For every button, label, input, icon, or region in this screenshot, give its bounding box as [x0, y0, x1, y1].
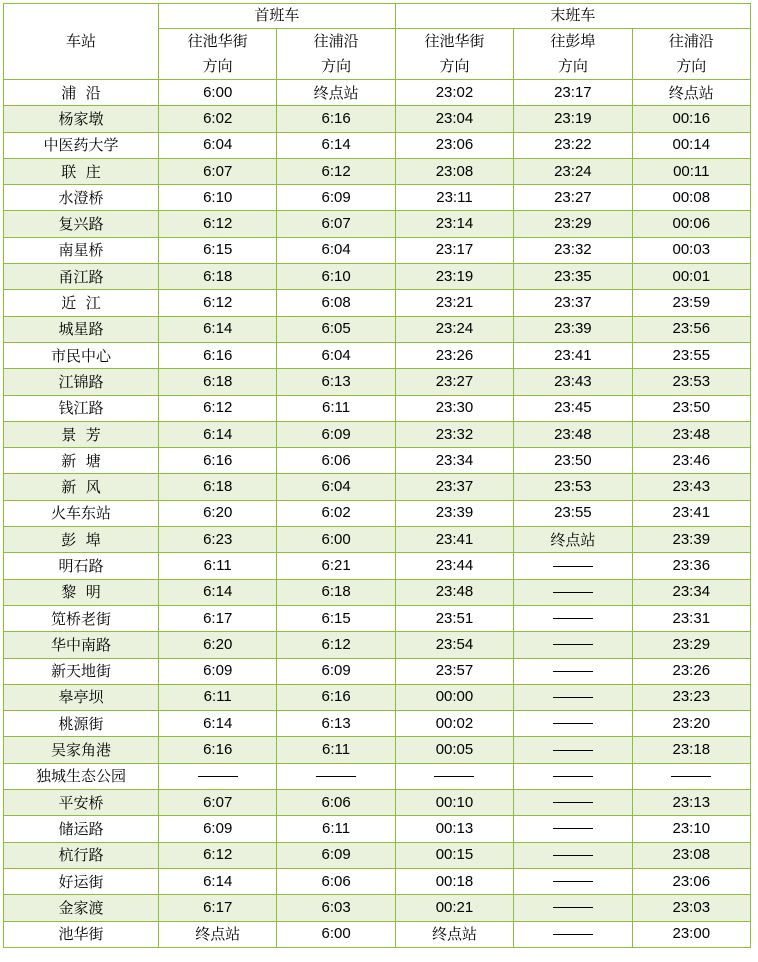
- time-cell: 23:02: [395, 80, 513, 106]
- no-service-dash: [553, 828, 593, 829]
- no-service-cell: [514, 553, 632, 579]
- time-cell: 6:07: [277, 211, 395, 237]
- table-row: [4, 316, 751, 342]
- station-name: 近 江: [4, 290, 159, 316]
- timetable: [3, 3, 751, 948]
- time-cell: 00:08: [632, 185, 750, 211]
- station-name: 杭行路: [4, 842, 159, 868]
- table-row: [4, 237, 751, 263]
- time-cell: 00:01: [632, 264, 750, 290]
- time-cell: 23:55: [632, 342, 750, 368]
- table-row: [4, 763, 751, 789]
- time-cell: 6:12: [159, 395, 277, 421]
- time-cell: 23:13: [632, 790, 750, 816]
- time-cell: 终点站: [632, 80, 750, 106]
- no-service-dash: [434, 776, 474, 777]
- time-cell: 23:35: [514, 264, 632, 290]
- time-cell: 6:04: [277, 474, 395, 500]
- time-cell: 6:12: [159, 290, 277, 316]
- table-row: [4, 106, 751, 132]
- time-cell: 23:24: [395, 316, 513, 342]
- time-cell: 6:09: [159, 658, 277, 684]
- time-cell: 00:02: [395, 711, 513, 737]
- time-cell: 6:10: [159, 185, 277, 211]
- time-cell: 6:13: [277, 369, 395, 395]
- table-row: [4, 211, 751, 237]
- station-name: 华中南路: [4, 632, 159, 658]
- time-cell: 00:16: [632, 106, 750, 132]
- no-service-dash: [553, 566, 593, 567]
- table-row: [4, 737, 751, 763]
- station-name: 水澄桥: [4, 185, 159, 211]
- station-name: 联 庄: [4, 158, 159, 184]
- time-cell: 23:20: [632, 711, 750, 737]
- no-service-cell: [514, 816, 632, 842]
- station-name: 皋亭坝: [4, 684, 159, 710]
- time-cell: 23:50: [514, 448, 632, 474]
- table-row: [4, 684, 751, 710]
- time-cell: 6:11: [277, 395, 395, 421]
- time-cell: 6:16: [159, 448, 277, 474]
- table-row: [4, 868, 751, 894]
- time-cell: 6:09: [277, 842, 395, 868]
- time-cell: 6:09: [159, 816, 277, 842]
- table-row: [4, 264, 751, 290]
- time-cell: 23:19: [395, 264, 513, 290]
- station-name: 江锦路: [4, 369, 159, 395]
- time-cell: 23:24: [514, 158, 632, 184]
- station-name: 独城生态公园: [4, 763, 159, 789]
- station-name: 吴家角港: [4, 737, 159, 763]
- station-name: 黎 明: [4, 579, 159, 605]
- no-service-cell: [632, 763, 750, 789]
- no-service-dash: [553, 881, 593, 882]
- no-service-dash: [316, 776, 356, 777]
- direction-header: [277, 29, 395, 80]
- time-cell: 23:45: [514, 395, 632, 421]
- time-cell: 23:10: [632, 816, 750, 842]
- no-service-dash: [198, 776, 238, 777]
- time-cell: 23:03: [632, 895, 750, 921]
- table-row: [4, 711, 751, 737]
- time-cell: 23:22: [514, 132, 632, 158]
- time-cell: 6:06: [277, 790, 395, 816]
- station-name: 桃源街: [4, 711, 159, 737]
- station-name: 市民中心: [4, 342, 159, 368]
- no-service-dash: [553, 592, 593, 593]
- station-name: 新天地街: [4, 658, 159, 684]
- time-cell: 23:54: [395, 632, 513, 658]
- table-row: [4, 369, 751, 395]
- time-cell: 23:06: [395, 132, 513, 158]
- time-cell: 6:04: [277, 342, 395, 368]
- no-service-cell: [277, 763, 395, 789]
- time-cell: 23:18: [632, 737, 750, 763]
- table-row: [4, 448, 751, 474]
- time-cell: 6:15: [159, 237, 277, 263]
- station-name: 储运路: [4, 816, 159, 842]
- no-service-cell: [514, 658, 632, 684]
- time-cell: 23:51: [395, 605, 513, 631]
- time-cell: 6:14: [159, 421, 277, 447]
- station-name: 好运街: [4, 868, 159, 894]
- timetable-body: [4, 80, 751, 948]
- no-service-dash: [553, 671, 593, 672]
- time-cell: 6:13: [277, 711, 395, 737]
- time-cell: 23:26: [632, 658, 750, 684]
- time-cell: 23:46: [632, 448, 750, 474]
- direction-label: 往池华街方向: [187, 33, 248, 75]
- time-cell: 00:14: [632, 132, 750, 158]
- time-cell: 23:08: [395, 158, 513, 184]
- table-row: [4, 342, 751, 368]
- station-name: 城星路: [4, 316, 159, 342]
- time-cell: 23:36: [632, 553, 750, 579]
- station-name: 新 塘: [4, 448, 159, 474]
- station-name: 景 芳: [4, 421, 159, 447]
- time-cell: 00:10: [395, 790, 513, 816]
- time-cell: 6:14: [159, 316, 277, 342]
- station-name: 甬江路: [4, 264, 159, 290]
- time-cell: 23:19: [514, 106, 632, 132]
- time-cell: 23:41: [632, 500, 750, 526]
- time-cell: 23:55: [514, 500, 632, 526]
- time-cell: 6:14: [159, 868, 277, 894]
- time-cell: 23:59: [632, 290, 750, 316]
- time-cell: 00:18: [395, 868, 513, 894]
- time-cell: 23:44: [395, 553, 513, 579]
- table-row: [4, 605, 751, 631]
- no-service-cell: [395, 763, 513, 789]
- table-row: [4, 185, 751, 211]
- time-cell: 00:21: [395, 895, 513, 921]
- station-name: 金家渡: [4, 895, 159, 921]
- table-row: [4, 553, 751, 579]
- station-name: 中医药大学: [4, 132, 159, 158]
- time-cell: 23:41: [395, 527, 513, 553]
- time-cell: 23:53: [632, 369, 750, 395]
- time-cell: 6:18: [159, 264, 277, 290]
- time-cell: 终点站: [395, 921, 513, 947]
- time-cell: 6:11: [159, 684, 277, 710]
- time-cell: 6:11: [277, 737, 395, 763]
- no-service-cell: [514, 737, 632, 763]
- no-service-cell: [514, 842, 632, 868]
- first-train-header: 首班车: [159, 4, 396, 29]
- time-cell: 6:00: [277, 921, 395, 947]
- time-cell: 23:56: [632, 316, 750, 342]
- time-cell: 6:02: [277, 500, 395, 526]
- time-cell: 23:27: [395, 369, 513, 395]
- time-cell: 23:31: [632, 605, 750, 631]
- table-row: [4, 290, 751, 316]
- station-name: 南星桥: [4, 237, 159, 263]
- table-row: [4, 790, 751, 816]
- time-cell: 6:12: [159, 211, 277, 237]
- time-cell: 23:17: [514, 80, 632, 106]
- time-cell: 6:07: [159, 790, 277, 816]
- time-cell: 6:20: [159, 632, 277, 658]
- time-cell: 6:04: [159, 132, 277, 158]
- table-row: [4, 658, 751, 684]
- no-service-dash: [553, 934, 593, 935]
- no-service-cell: [159, 763, 277, 789]
- time-cell: 6:03: [277, 895, 395, 921]
- no-service-dash: [671, 776, 711, 777]
- time-cell: 23:43: [514, 369, 632, 395]
- time-cell: 23:39: [514, 316, 632, 342]
- time-cell: 23:48: [395, 579, 513, 605]
- direction-header: [395, 29, 513, 80]
- time-cell: 6:07: [159, 158, 277, 184]
- direction-header: [632, 29, 750, 80]
- time-cell: 00:13: [395, 816, 513, 842]
- no-service-cell: [514, 895, 632, 921]
- time-cell: 23:39: [632, 527, 750, 553]
- time-cell: 终点站: [277, 80, 395, 106]
- no-service-dash: [553, 802, 593, 803]
- time-cell: 00:06: [632, 211, 750, 237]
- time-cell: 6:16: [277, 684, 395, 710]
- table-row: [4, 421, 751, 447]
- time-cell: 6:09: [277, 658, 395, 684]
- time-cell: 23:34: [395, 448, 513, 474]
- table-row: [4, 158, 751, 184]
- table-row: [4, 921, 751, 947]
- station-name: 复兴路: [4, 211, 159, 237]
- no-service-dash: [553, 618, 593, 619]
- last-train-header: 末班车: [395, 4, 750, 29]
- time-cell: 6:14: [159, 579, 277, 605]
- time-cell: 23:48: [632, 421, 750, 447]
- no-service-dash: [553, 644, 593, 645]
- table-row: [4, 527, 751, 553]
- time-cell: 23:41: [514, 342, 632, 368]
- table-row: [4, 132, 751, 158]
- station-name: 新 风: [4, 474, 159, 500]
- time-cell: 23:43: [632, 474, 750, 500]
- no-service-cell: [514, 921, 632, 947]
- time-cell: 23:17: [395, 237, 513, 263]
- time-cell: 23:08: [632, 842, 750, 868]
- station-name: 笕桥老街: [4, 605, 159, 631]
- time-cell: 23:50: [632, 395, 750, 421]
- time-cell: 23:39: [395, 500, 513, 526]
- time-cell: 23:00: [632, 921, 750, 947]
- no-service-dash: [553, 750, 593, 751]
- time-cell: 23:11: [395, 185, 513, 211]
- time-cell: 6:10: [277, 264, 395, 290]
- time-cell: 23:29: [632, 632, 750, 658]
- time-cell: 6:16: [159, 737, 277, 763]
- time-cell: 23:27: [514, 185, 632, 211]
- direction-header: [159, 29, 277, 80]
- no-service-cell: [514, 632, 632, 658]
- no-service-cell: [514, 605, 632, 631]
- time-cell: 终点站: [514, 527, 632, 553]
- time-cell: 6:00: [277, 527, 395, 553]
- time-cell: 23:32: [395, 421, 513, 447]
- no-service-cell: [514, 868, 632, 894]
- table-row: [4, 579, 751, 605]
- time-cell: 23:30: [395, 395, 513, 421]
- time-cell: 23:06: [632, 868, 750, 894]
- time-cell: 6:17: [159, 895, 277, 921]
- time-cell: 00:03: [632, 237, 750, 263]
- no-service-cell: [514, 579, 632, 605]
- no-service-dash: [553, 697, 593, 698]
- time-cell: 23:32: [514, 237, 632, 263]
- time-cell: 6:12: [277, 632, 395, 658]
- time-cell: 23:57: [395, 658, 513, 684]
- no-service-dash: [553, 723, 593, 724]
- station-name: 火车东站: [4, 500, 159, 526]
- time-cell: 23:29: [514, 211, 632, 237]
- station-name: 明石路: [4, 553, 159, 579]
- no-service-cell: [514, 711, 632, 737]
- time-cell: 6:06: [277, 448, 395, 474]
- time-cell: 6:17: [159, 605, 277, 631]
- time-cell: 6:18: [159, 474, 277, 500]
- direction-label: 往池华街方向: [424, 33, 485, 75]
- time-cell: 23:23: [632, 684, 750, 710]
- time-cell: 6:12: [159, 842, 277, 868]
- table-row: [4, 816, 751, 842]
- time-cell: 6:09: [277, 185, 395, 211]
- station-name: 平安桥: [4, 790, 159, 816]
- no-service-dash: [553, 776, 593, 777]
- time-cell: 6:12: [277, 158, 395, 184]
- time-cell: 6:20: [159, 500, 277, 526]
- table-row: [4, 632, 751, 658]
- time-cell: 6:23: [159, 527, 277, 553]
- time-cell: 00:05: [395, 737, 513, 763]
- time-cell: 23:53: [514, 474, 632, 500]
- direction-header: [514, 29, 632, 80]
- table-row: [4, 474, 751, 500]
- no-service-dash: [553, 907, 593, 908]
- time-cell: 23:48: [514, 421, 632, 447]
- time-cell: 6:05: [277, 316, 395, 342]
- time-cell: 23:26: [395, 342, 513, 368]
- time-cell: 6:21: [277, 553, 395, 579]
- direction-label: 往彭埠方向: [550, 33, 596, 75]
- station-name: 杨家墩: [4, 106, 159, 132]
- table-row: [4, 395, 751, 421]
- no-service-cell: [514, 790, 632, 816]
- time-cell: 23:04: [395, 106, 513, 132]
- station-name: 彭 埠: [4, 527, 159, 553]
- table-row: [4, 842, 751, 868]
- time-cell: 6:11: [277, 816, 395, 842]
- station-header: 车站: [4, 4, 159, 80]
- time-cell: 6:02: [159, 106, 277, 132]
- table-row: [4, 500, 751, 526]
- no-service-cell: [514, 684, 632, 710]
- no-service-dash: [553, 855, 593, 856]
- time-cell: 6:14: [277, 132, 395, 158]
- direction-label: 往浦沿方向: [313, 33, 359, 75]
- time-cell: 6:09: [277, 421, 395, 447]
- time-cell: 6:14: [159, 711, 277, 737]
- time-cell: 6:16: [159, 342, 277, 368]
- table-row: [4, 895, 751, 921]
- station-name: 浦 沿: [4, 80, 159, 106]
- table-row: [4, 80, 751, 106]
- time-cell: 00:15: [395, 842, 513, 868]
- time-cell: 6:04: [277, 237, 395, 263]
- time-cell: 6:18: [159, 369, 277, 395]
- time-cell: 23:37: [395, 474, 513, 500]
- time-cell: 23:37: [514, 290, 632, 316]
- time-cell: 6:15: [277, 605, 395, 631]
- station-name: 池华街: [4, 921, 159, 947]
- time-cell: 终点站: [159, 921, 277, 947]
- station-name: 钱江路: [4, 395, 159, 421]
- no-service-cell: [514, 763, 632, 789]
- time-cell: 6:06: [277, 868, 395, 894]
- time-cell: 23:14: [395, 211, 513, 237]
- time-cell: 23:21: [395, 290, 513, 316]
- time-cell: 6:18: [277, 579, 395, 605]
- time-cell: 00:00: [395, 684, 513, 710]
- time-cell: 6:16: [277, 106, 395, 132]
- time-cell: 6:00: [159, 80, 277, 106]
- time-cell: 00:11: [632, 158, 750, 184]
- time-cell: 6:08: [277, 290, 395, 316]
- time-cell: 23:34: [632, 579, 750, 605]
- time-cell: 6:11: [159, 553, 277, 579]
- direction-label: 往浦沿方向: [668, 33, 714, 75]
